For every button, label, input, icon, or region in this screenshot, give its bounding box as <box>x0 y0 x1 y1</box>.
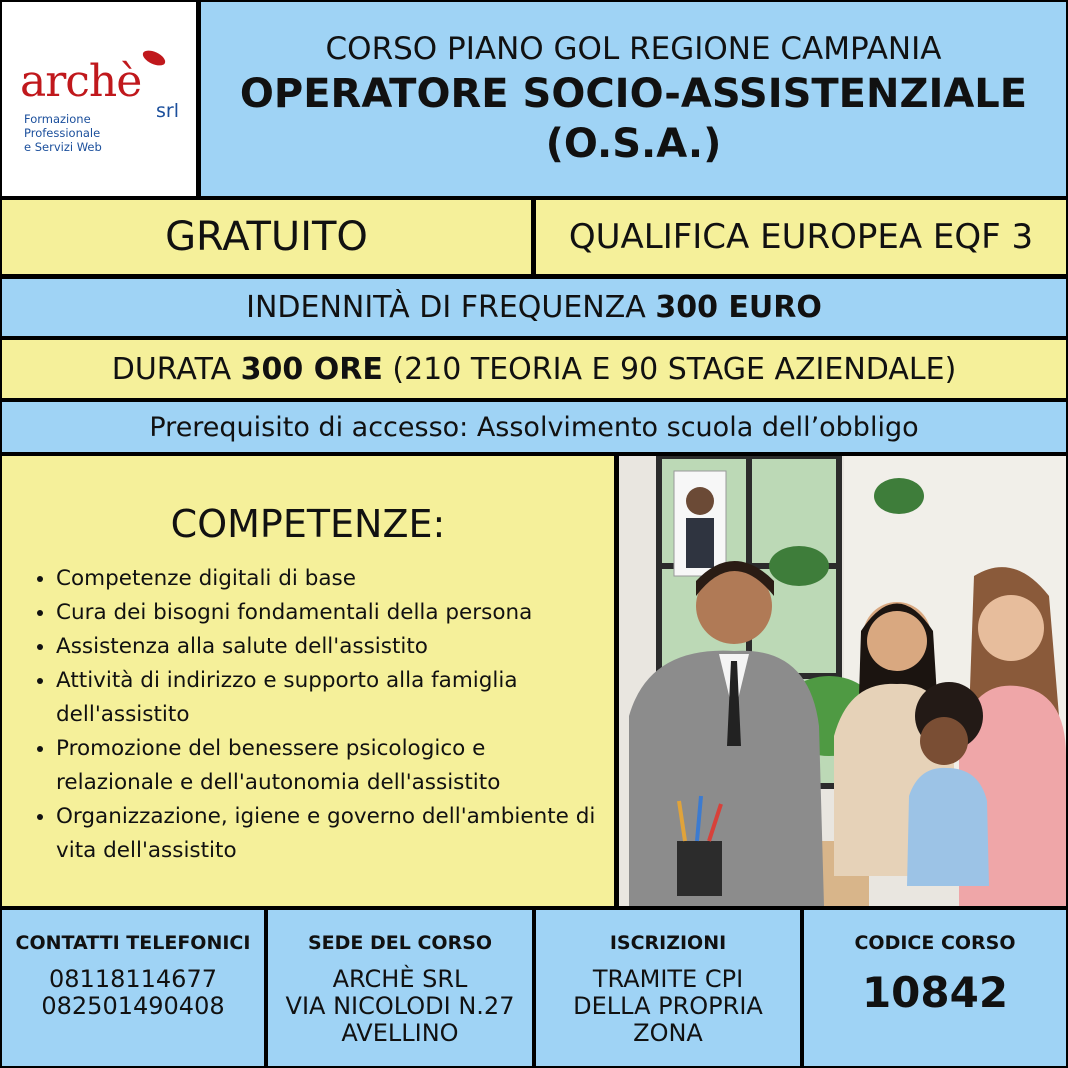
skill-item: • Promozione del benessere psicologico e relazionale e dell'autonomia dell'assistito <box>56 732 596 800</box>
contacts-box <box>2 910 264 1066</box>
skill-item: • Competenze digitali di base <box>56 562 596 596</box>
skill-item: • Assistenza alla salute dell'assistito <box>56 630 596 664</box>
allowance-amount: 300 EURO <box>655 290 822 325</box>
logo-tagline-line: Formazione <box>24 112 91 126</box>
free-badge: GRATUITO <box>2 200 531 274</box>
course-code-heading: CODICE CORSO <box>854 932 1016 954</box>
venue-box <box>268 910 532 1066</box>
venue-heading: SEDE DEL CORSO <box>307 932 493 954</box>
skills-panel <box>2 456 614 906</box>
venue-line: AVELLINO <box>341 1019 459 1047</box>
consultation-photo <box>619 456 1066 906</box>
logo-tagline <box>24 112 102 154</box>
skills-title: COMPETENZE: <box>170 502 446 546</box>
course-code-box <box>804 910 1066 1066</box>
contacts-heading: CONTATTI TELEFONICI <box>15 932 251 954</box>
course-acronym: (O.S.A.) <box>545 121 722 167</box>
course-header <box>201 2 1066 196</box>
logo-tagline-line: Professionale <box>24 126 101 140</box>
duration-hours: 300 ORE <box>240 351 383 387</box>
venue-line: VIA NICOLODI N.27 <box>285 992 515 1020</box>
skill-item: • Attività di indirizzo e supporto alla famiglia dell'assistito <box>56 664 596 732</box>
skills-list <box>56 562 596 868</box>
course-duration <box>2 340 1066 398</box>
qualification-badge: QUALIFICA EUROPEA EQF 3 <box>536 200 1066 274</box>
enrollment-line: DELLA PROPRIA <box>573 992 763 1020</box>
skill-item: • Organizzazione, igiene e governo dell'ambiente di vita dell'assistito <box>56 800 596 868</box>
duration-label: DURATA <box>111 351 241 387</box>
phone-number: 082501490408 <box>41 992 225 1020</box>
company-logo <box>2 2 196 196</box>
skill-item: • Cura dei bisogni fondamentali della persona <box>56 596 596 630</box>
access-prerequisite: Prerequisito di accesso: Assolvimento scuola dell’obbligo <box>2 402 1066 452</box>
logo-accent-mark <box>141 47 168 68</box>
course-title: OPERATORE SOCIO-ASSISTENZIALE <box>239 71 1028 117</box>
logo-suffix: srl <box>156 100 179 122</box>
logo-wordmark: archè <box>20 56 142 107</box>
logo-tagline-line: e Servizi Web <box>24 140 102 154</box>
enrollment-line: ZONA <box>633 1019 703 1047</box>
attendance-allowance <box>2 279 1066 336</box>
duration-breakdown: (210 TEORIA E 90 STAGE AZIENDALE) <box>382 351 957 387</box>
course-program: CORSO PIANO GOL REGIONE CAMPANIA <box>325 31 942 67</box>
enrollment-box <box>536 910 800 1066</box>
allowance-label: INDENNITÀ DI FREQUENZA <box>246 290 656 325</box>
course-code: 10842 <box>861 968 1009 1017</box>
venue-line: ARCHÈ SRL <box>332 965 468 993</box>
enrollment-line: TRAMITE CPI <box>592 965 744 993</box>
phone-number: 08118114677 <box>49 965 217 993</box>
enrollment-heading: ISCRIZIONI <box>609 932 727 954</box>
